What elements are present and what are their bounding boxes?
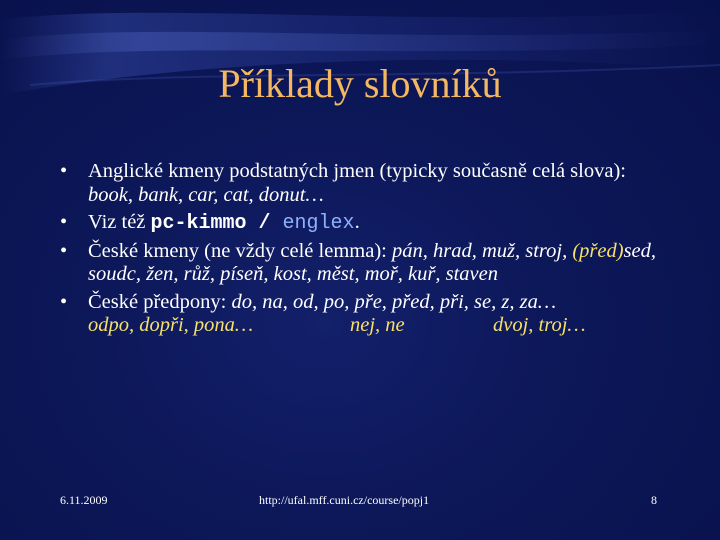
footer-url: http://ufal.mff.cuni.cz/course/popj1 — [259, 493, 430, 507]
bullet-text: Anglické kmeny podstatných jmen (typicky současně celá slova): — [88, 160, 626, 182]
bullet-english-stems — [56, 160, 676, 207]
footer-date: 6.11.2009 — [60, 493, 108, 507]
bullet-examples: book, bank, car, cat, donut… — [88, 183, 324, 206]
bullet-dot-icon: • — [60, 160, 68, 182]
bullet-prefix: Viz též — [88, 211, 151, 233]
bullet-see-also — [56, 211, 676, 236]
bullet-text: České kmeny (ne vždy celé lemma): — [88, 239, 392, 262]
bullet-dot-icon: • — [60, 239, 68, 262]
bullet-examples-b: sed, soudc, žen, růž, píseň, kost, měst, moř, kuř, staven — [88, 239, 657, 285]
bullet-highlight: (před) — [572, 239, 624, 262]
bullet-examples-a: pán, hrad, muž, stroj, — [391, 239, 573, 262]
bullet-czech-prefixes — [56, 291, 676, 338]
bullet-examples: do, na, od, po, pře, před, při, se, z, za… — [231, 290, 557, 313]
bullet-dot-icon: • — [60, 290, 68, 313]
prefix-group-1 — [88, 314, 350, 338]
bullet-suffix: . — [354, 211, 360, 233]
prefix-group-1-text: odpo, dopři, pona… — [88, 314, 254, 336]
code-pc-kimmo: pc-kimmo — [150, 212, 247, 235]
bullet-list — [56, 160, 676, 342]
bullet-czech-stems — [56, 240, 676, 287]
footer-page-number: 8 — [651, 493, 657, 507]
prefix-group-3 — [493, 314, 586, 338]
prefix-group-3-text: dvoj, troj… — [493, 314, 586, 336]
slide-title: Příklady slovníků — [218, 61, 502, 106]
prefix-group-2-text: nej, ne — [350, 314, 405, 336]
bullet-dot-icon: • — [60, 211, 68, 233]
prefix-groups-row — [88, 314, 676, 338]
code-separator: / — [246, 212, 283, 235]
code-englex: englex — [282, 212, 355, 235]
bullet-text: České předpony: — [88, 290, 232, 313]
prefix-group-2 — [350, 314, 493, 338]
